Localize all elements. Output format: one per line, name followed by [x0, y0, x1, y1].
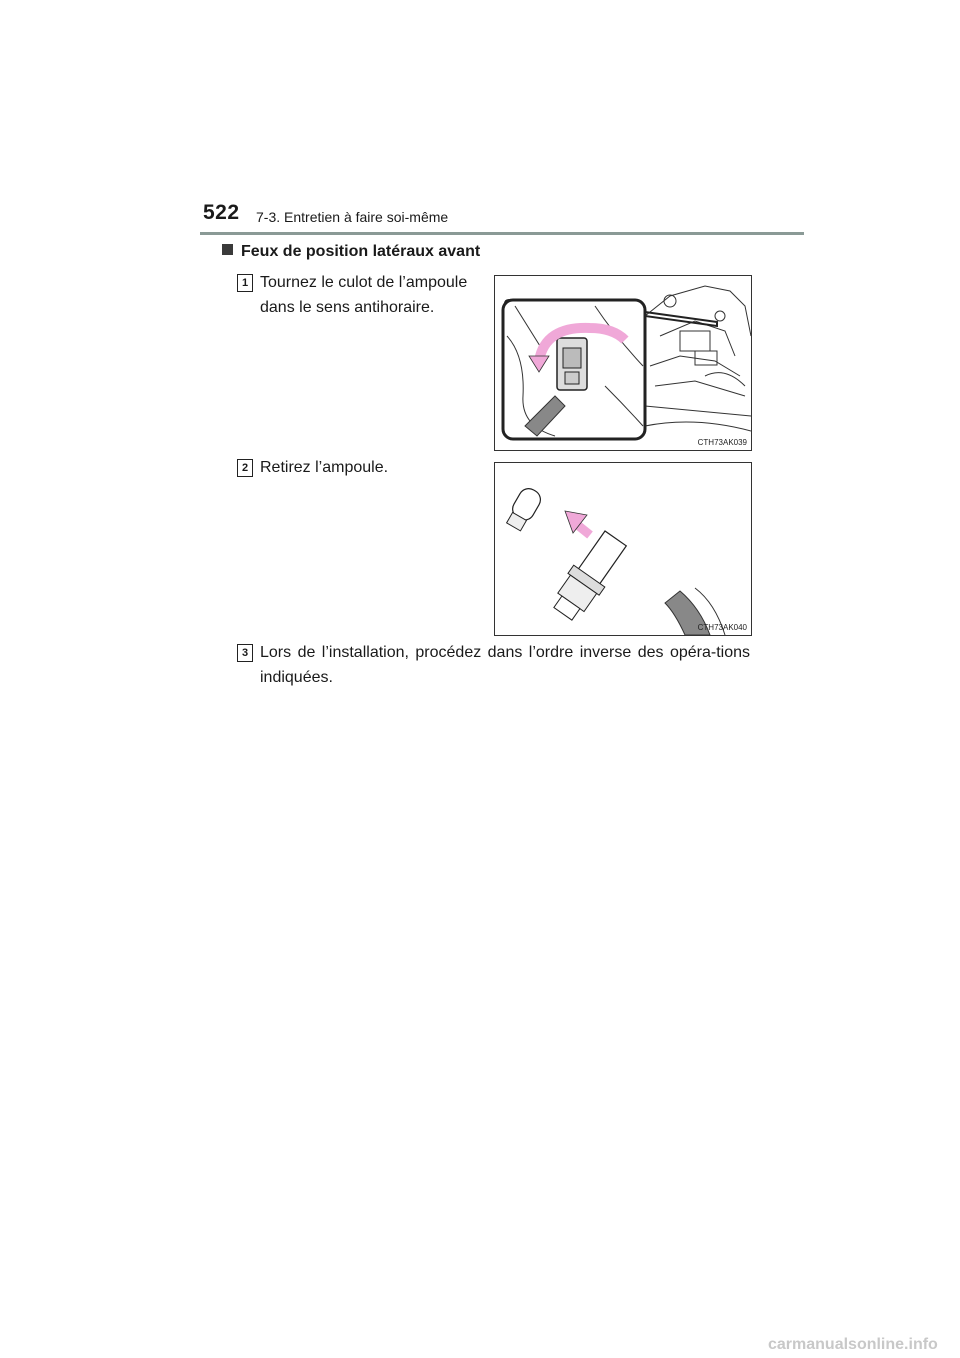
- figure-2-code: CTH73AK040: [697, 623, 747, 632]
- section-title: 7-3. Entretien à faire soi-même: [256, 209, 449, 225]
- step-2-badge: 2: [237, 459, 253, 477]
- rotate-socket-illustration: [495, 276, 751, 450]
- step-1-badge: 1: [237, 274, 253, 292]
- remove-bulb-illustration: [495, 463, 751, 635]
- subheading: [222, 243, 480, 261]
- step-1-text: Tournez le culot de l’ampoule dans le sens antihoraire.: [260, 274, 468, 316]
- figure-remove-bulb: [494, 462, 752, 636]
- square-bullet-icon: [222, 244, 233, 255]
- subheading-text: Feux de position latéraux avant: [241, 243, 481, 260]
- step-3-text: Lors de l’installation, procédez dans l’ordre inverse des opéra-tions indiquées.: [260, 644, 750, 686]
- figure-1-code: CTH73AK039: [697, 438, 747, 447]
- page-number: 522: [203, 201, 240, 224]
- header-divider: [200, 232, 804, 235]
- step-3-badge: 3: [237, 644, 253, 662]
- watermark: carmanualsonline.info: [768, 1336, 938, 1353]
- figure-rotate-bulb-socket: [494, 275, 752, 451]
- step-2-text: Retirez l’ampoule.: [260, 459, 389, 476]
